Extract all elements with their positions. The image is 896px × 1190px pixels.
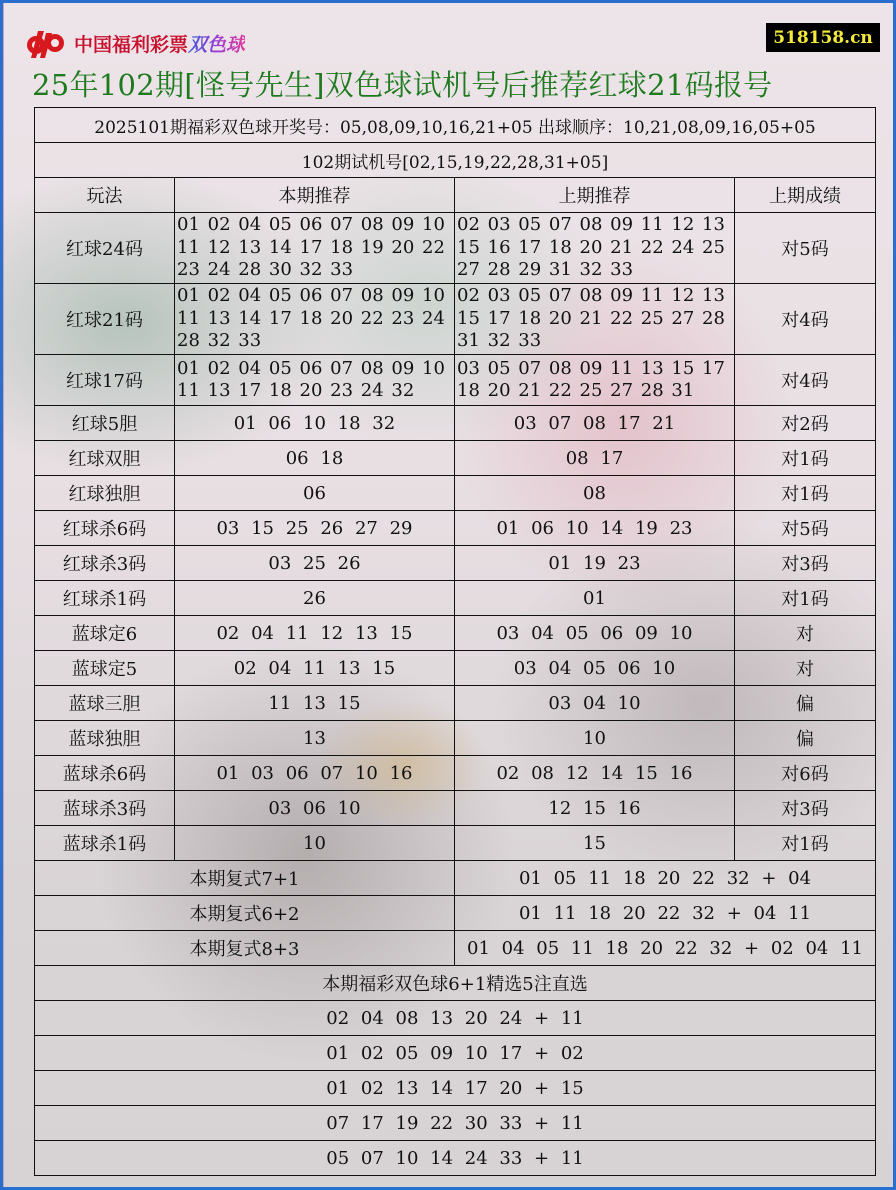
- play-name: 红球独胆: [35, 476, 175, 511]
- previous-result: 对4码: [735, 355, 876, 406]
- current-numbers: [175, 284, 455, 355]
- table-row: [35, 756, 876, 791]
- table-row: [35, 686, 876, 721]
- cwl-logo: [24, 27, 245, 59]
- previous-numbers: 03 07 08 17 21: [455, 406, 735, 441]
- previous-result: 对: [735, 651, 876, 686]
- compound-numbers: 01 04 05 11 18 20 22 32 + 02 04 11: [455, 931, 876, 966]
- play-name: 蓝球杀3码: [35, 791, 175, 826]
- previous-numbers: 03 04 05 06 09 10: [455, 616, 735, 651]
- pick-numbers: 05 07 10 14 24 33 + 11: [35, 1141, 876, 1176]
- page-title: 25年102期[怪号先生]双色球试机号后推荐红球21码报号: [32, 68, 773, 102]
- previous-numbers: 08: [455, 476, 735, 511]
- current-numbers: 10: [175, 826, 455, 861]
- pick-row: [35, 1106, 876, 1141]
- column-header-play: 玩法: [35, 178, 175, 213]
- picks-title: 本期福彩双色球6+1精选5注直选: [35, 966, 876, 1001]
- previous-result: 对4码: [735, 284, 876, 355]
- previous-result: 偏: [735, 686, 876, 721]
- current-numbers: 06: [175, 476, 455, 511]
- previous-result: 对3码: [735, 546, 876, 581]
- previous-result: 对1码: [735, 581, 876, 616]
- compound-label: 本期复式8+3: [35, 931, 455, 966]
- compound-row: [35, 896, 876, 931]
- number-line: 03 05 07 08 09 11 13 15 17: [457, 357, 725, 379]
- previous-numbers: 02 08 12 14 15 16: [455, 756, 735, 791]
- number-line: 01 02 04 05 06 07 08 09 10: [177, 285, 445, 307]
- play-name: 蓝球定6: [35, 616, 175, 651]
- pick-numbers: 02 04 08 13 20 24 + 11: [35, 1001, 876, 1036]
- number-line: 01 02 04 05 06 07 08 09 10: [177, 357, 445, 379]
- table-row: [35, 826, 876, 861]
- previous-result: 对: [735, 616, 876, 651]
- previous-result: 对5码: [735, 213, 876, 284]
- previous-numbers: 01 19 23: [455, 546, 735, 581]
- table-row: [35, 441, 876, 476]
- number-line: 02 03 05 07 08 09 11 12 13: [457, 214, 725, 236]
- play-name: 蓝球定5: [35, 651, 175, 686]
- current-numbers: 03 06 10: [175, 791, 455, 826]
- previous-result: 对5码: [735, 511, 876, 546]
- current-numbers: 13: [175, 721, 455, 756]
- current-numbers: 01 03 06 07 10 16: [175, 756, 455, 791]
- current-numbers: 01 06 10 18 32: [175, 406, 455, 441]
- current-numbers: 03 25 26: [175, 546, 455, 581]
- current-numbers: 11 13 15: [175, 686, 455, 721]
- current-numbers: 02 04 11 12 13 15: [175, 616, 455, 651]
- number-line: 31 32 33: [457, 330, 542, 352]
- table-row: [35, 355, 876, 406]
- current-numbers: [175, 213, 455, 284]
- pick-row: [35, 1036, 876, 1071]
- number-line: 15 16 17 18 20 21 22 24 25: [457, 236, 725, 258]
- previous-result: 对1码: [735, 476, 876, 511]
- play-name: 红球杀6码: [35, 511, 175, 546]
- column-header-current: 本期推荐: [175, 178, 455, 213]
- column-header-result: 上期成绩: [735, 178, 876, 213]
- table-row: [35, 284, 876, 355]
- pick-numbers: 07 17 19 22 30 33 + 11: [35, 1106, 876, 1141]
- table-row: [35, 476, 876, 511]
- number-line: 11 12 13 14 17 18 19 20 22: [177, 236, 445, 258]
- previous-result: 对1码: [735, 441, 876, 476]
- compound-numbers: 01 05 11 18 20 22 32 + 04: [455, 861, 876, 896]
- current-numbers: 03 15 25 26 27 29: [175, 511, 455, 546]
- last-draw-info: 2025101期福彩双色球开奖号：05,08,09,10,16,21+05 出球顺序：10,21,08,09,16,05+05: [35, 108, 876, 143]
- column-header-previous: 上期推荐: [455, 178, 735, 213]
- cwl-logo-icon: [24, 27, 68, 59]
- play-name: 蓝球杀6码: [35, 756, 175, 791]
- table-row: [35, 581, 876, 616]
- picks-title-row: [35, 966, 876, 1001]
- previous-result: 对2码: [735, 406, 876, 441]
- compound-label: 本期复式6+2: [35, 896, 455, 931]
- previous-numbers: 08 17: [455, 441, 735, 476]
- test-number-info: 102期试机号[02,15,19,22,28,31+05]: [35, 143, 876, 178]
- pick-numbers: 01 02 05 09 10 17 + 02: [35, 1036, 876, 1071]
- previous-result: 对1码: [735, 826, 876, 861]
- pick-row: [35, 1001, 876, 1036]
- compound-numbers: 01 11 18 20 22 32 + 04 11: [455, 896, 876, 931]
- current-numbers: 06 18: [175, 441, 455, 476]
- previous-numbers: 12 15 16: [455, 791, 735, 826]
- prediction-table: [34, 107, 876, 1176]
- number-line: 23 24 28 30 32 33: [177, 259, 354, 281]
- number-line: 28 32 33: [177, 330, 262, 352]
- previous-numbers: [455, 355, 735, 406]
- previous-numbers: 01: [455, 581, 735, 616]
- previous-numbers: 01 06 10 14 19 23: [455, 511, 735, 546]
- number-line: 18 20 21 22 25 27 28 31: [457, 380, 695, 401]
- play-name: 蓝球三胆: [35, 686, 175, 721]
- previous-result: 对3码: [735, 791, 876, 826]
- cwl-logo-text: 中国福利彩票双色球: [74, 33, 246, 56]
- table-row: [35, 406, 876, 441]
- table-row: [35, 213, 876, 284]
- page-frame: [3, 3, 893, 1187]
- compound-row: [35, 931, 876, 966]
- previous-numbers: 10: [455, 721, 735, 756]
- table-row: [35, 651, 876, 686]
- play-name: 红球杀1码: [35, 581, 175, 616]
- test-number-row: [35, 143, 876, 178]
- last-draw-row: [35, 108, 876, 143]
- previous-numbers: [455, 284, 735, 355]
- compound-label: 本期复式7+1: [35, 861, 455, 896]
- previous-numbers: 03 04 05 06 10: [455, 651, 735, 686]
- pick-row: [35, 1141, 876, 1176]
- play-name: 蓝球杀1码: [35, 826, 175, 861]
- current-numbers: 02 04 11 13 15: [175, 651, 455, 686]
- pick-numbers: 01 02 13 14 17 20 + 15: [35, 1071, 876, 1106]
- play-name: 红球24码: [35, 213, 175, 284]
- table-row: [35, 511, 876, 546]
- previous-result: 偏: [735, 721, 876, 756]
- number-line: 01 02 04 05 06 07 08 09 10: [177, 214, 445, 236]
- play-name: 红球17码: [35, 355, 175, 406]
- pick-row: [35, 1071, 876, 1106]
- number-line: 27 28 29 31 32 33: [457, 259, 634, 281]
- table-row: [35, 616, 876, 651]
- number-line: 11 13 17 18 20 23 24 32: [177, 380, 415, 401]
- previous-numbers: [455, 213, 735, 284]
- previous-result: 对6码: [735, 756, 876, 791]
- table-row: [35, 791, 876, 826]
- table-row: [35, 546, 876, 581]
- play-name: 红球杀3码: [35, 546, 175, 581]
- play-name: 蓝球独胆: [35, 721, 175, 756]
- current-numbers: [175, 355, 455, 406]
- play-name: 红球21码: [35, 284, 175, 355]
- site-badge[interactable]: 518158.cn: [766, 23, 880, 52]
- header-row: [35, 178, 876, 213]
- current-numbers: 26: [175, 581, 455, 616]
- previous-numbers: 15: [455, 826, 735, 861]
- table-row: [35, 721, 876, 756]
- play-name: 红球双胆: [35, 441, 175, 476]
- compound-row: [35, 861, 876, 896]
- number-line: 11 13 14 17 18 20 22 23 24: [177, 307, 445, 329]
- play-name: 红球5胆: [35, 406, 175, 441]
- number-line: 15 17 18 20 21 22 25 27 28: [457, 307, 725, 329]
- previous-numbers: 03 04 10: [455, 686, 735, 721]
- number-line: 02 03 05 07 08 09 11 12 13: [457, 285, 725, 307]
